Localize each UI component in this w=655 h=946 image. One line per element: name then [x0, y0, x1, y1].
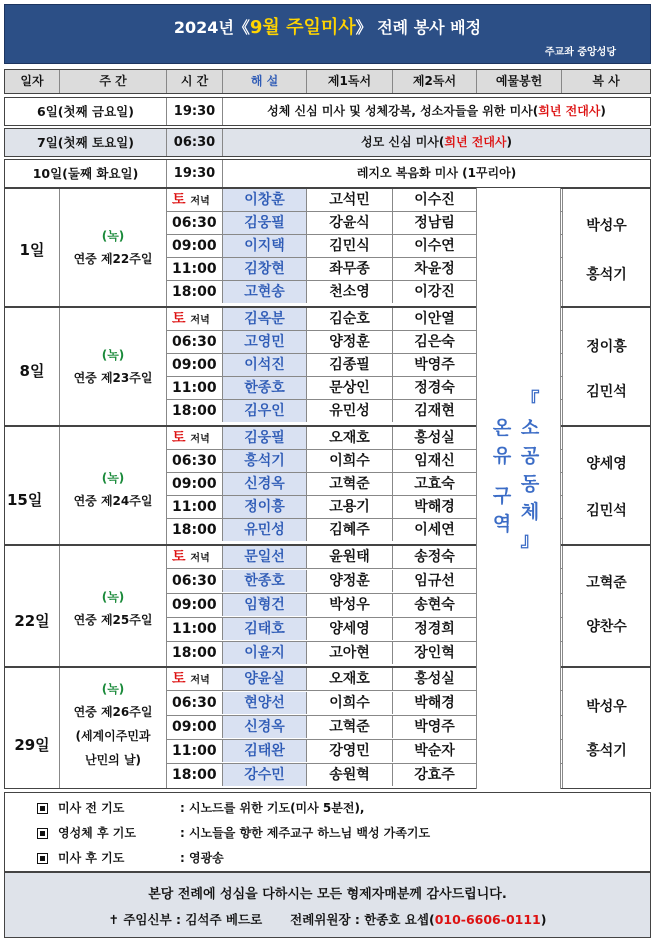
- week-date: 1일: [5, 189, 60, 306]
- col-commentator: 해 설: [223, 70, 307, 93]
- table-row: 11:00 한종호 문상인 정경숙: [167, 377, 562, 400]
- table-row: 토 저녁 문일선 윤원태 송정숙: [167, 546, 562, 569]
- note-item: 미사 전 기도 : 시노드를 위한 기도(미사 5분전),: [37, 799, 365, 816]
- table-row: 18:00 유민성 김혜주 이세연: [167, 519, 562, 542]
- table-row: 09:00 이석진 김종필 박영주: [167, 354, 562, 377]
- prayer-notes: [4, 792, 651, 872]
- week-liturgy: (녹) 연중 제23주일: [60, 308, 167, 425]
- special-mass-desc: 성체 신심 미사 및 성체강복, 성소자들을 위한 미사(희년 전대사): [267, 104, 606, 118]
- table-row: 06:30 고영민 양정훈 김은숙: [167, 331, 562, 354]
- special-mass-date: 10일(둘째 화요일): [5, 160, 167, 187]
- week-servers: 박성우 홍석기: [562, 189, 650, 306]
- table-row: 06:30 홍석기 이희수 임재신: [167, 450, 562, 473]
- note-item: 미사 후 기도 : 영광송: [37, 849, 224, 866]
- week-liturgy: (녹) 연중 제22주일: [60, 189, 167, 306]
- table-row: 토 저녁 양윤실 오재호 홍성실: [167, 668, 562, 691]
- offering-group: [476, 188, 561, 789]
- title-highlight: 9월 주일미사: [249, 17, 356, 38]
- table-row: 11:00 김태완 강영민 박순자: [167, 740, 562, 764]
- bullet-square-icon: [37, 853, 48, 864]
- table-row: 18:00 강수민 송원혁 강효주: [167, 764, 562, 787]
- col-week: 주 간: [60, 70, 167, 93]
- week-date: 8일: [5, 308, 60, 425]
- col-offering: 예물봉헌: [477, 70, 562, 93]
- thanks-message: 본당 전례에 성심을 다하시는 모든 형제자매분께 감사드립니다.: [148, 887, 507, 902]
- week-servers: 양세영 김민석: [562, 427, 650, 544]
- week-date: 22일: [5, 546, 60, 666]
- special-mass-desc: 성모 신심 미사(희년 전대사): [360, 135, 513, 149]
- table-row: 11:00 김태호 양세영 정경희: [167, 618, 562, 642]
- week-servers: 고혁준 양찬수: [562, 546, 650, 666]
- church-name: 주교좌 중앙성당: [544, 47, 616, 58]
- bullet-square-icon: [37, 803, 48, 814]
- title-suffix: 》 전례 봉사 배정: [355, 18, 482, 37]
- table-row: 09:00 이지택 김민식 이수연: [167, 235, 562, 258]
- bullet-square-icon: [37, 828, 48, 839]
- note-item: 영성체 후 기도 : 시노들을 향한 제주교구 하느님 백성 가족기도: [37, 824, 430, 841]
- week-liturgy: (녹) 연중 제25주일: [60, 546, 167, 666]
- col-server: 복 사: [592, 74, 620, 88]
- week-liturgy: (녹) 연중 제24주일: [60, 427, 167, 544]
- table-row: 18:00 고현송 천소영 이강진: [167, 281, 562, 304]
- col-reading2: 제2독서: [393, 70, 477, 93]
- table-row: 토 저녁 이창훈 고석민 이수진: [167, 189, 562, 212]
- contact-line: [5, 910, 650, 928]
- week-servers: 박성우 홍석기: [562, 668, 650, 788]
- schedule-page: [4, 4, 651, 938]
- table-row: 11:00 정이흥 고용기 박해경: [167, 496, 562, 519]
- offering-community-name: 『 소 공 동 체 』: [520, 389, 540, 551]
- special-mass-row: [4, 128, 651, 157]
- table-row: 09:00 임형건 박성우 송현숙: [167, 594, 562, 618]
- phone-number: 010-6606-0111: [434, 912, 541, 927]
- table-row: 09:00 신경옥 고혁준 박영주: [167, 716, 562, 740]
- offering-group-name: 온 유 구 역: [492, 417, 512, 535]
- week-servers: 정이흥 김민석: [562, 308, 650, 425]
- table-row: 11:00 김창현 좌무종 차윤정: [167, 258, 562, 281]
- special-mass-date: 6일(첫째 금요일): [5, 98, 167, 125]
- title-bar: [4, 4, 651, 64]
- special-mass-row: [4, 97, 651, 126]
- page-title: [5, 13, 650, 39]
- special-mass-row: [4, 159, 651, 188]
- table-row: 18:00 김우인 유민성 김재현: [167, 400, 562, 423]
- title-prefix: 2024년《: [173, 18, 250, 37]
- pastor-name: ✝ 주임신부 : 김석주 베드로: [108, 912, 263, 927]
- liturgy-chair: 전례위원장 : 한종호 요셉(010-6606-0111): [290, 912, 547, 927]
- table-row: 18:00 이윤지 고아현 장인혁: [167, 642, 562, 665]
- week-date: 29일: [5, 668, 60, 788]
- footer: [4, 872, 651, 938]
- table-row: 06:30 현양선 이희수 박해경: [167, 692, 562, 716]
- table-row: 06:30 한종호 양정훈 임규선: [167, 570, 562, 594]
- col-reading1: 제1독서: [307, 70, 393, 93]
- col-date: 일자: [5, 70, 60, 93]
- table-row: 06:30 김웅필 강윤식 정남림: [167, 212, 562, 235]
- table-row: 토 저녁 김웅필 오재호 홍성실: [167, 427, 562, 450]
- table-row: 09:00 신경옥 고혁준 고효숙: [167, 473, 562, 496]
- col-time: 시 간: [167, 70, 223, 93]
- table-row: 토 저녁 김옥분 김순호 이안열: [167, 308, 562, 331]
- table-header: [4, 69, 651, 94]
- special-mass-date: 7일(첫째 토요일): [5, 129, 167, 156]
- week-date: 15일: [5, 427, 60, 544]
- special-mass-time: 06:30: [167, 129, 223, 156]
- special-mass-time: 19:30: [167, 98, 223, 125]
- special-mass-time: 19:30: [167, 160, 223, 187]
- special-mass-desc: 레지오 복음화 미사 (1꾸리아): [356, 166, 517, 180]
- week-liturgy: (녹) 연중 제26주일 (세계이주민과 난민의 날): [60, 668, 167, 788]
